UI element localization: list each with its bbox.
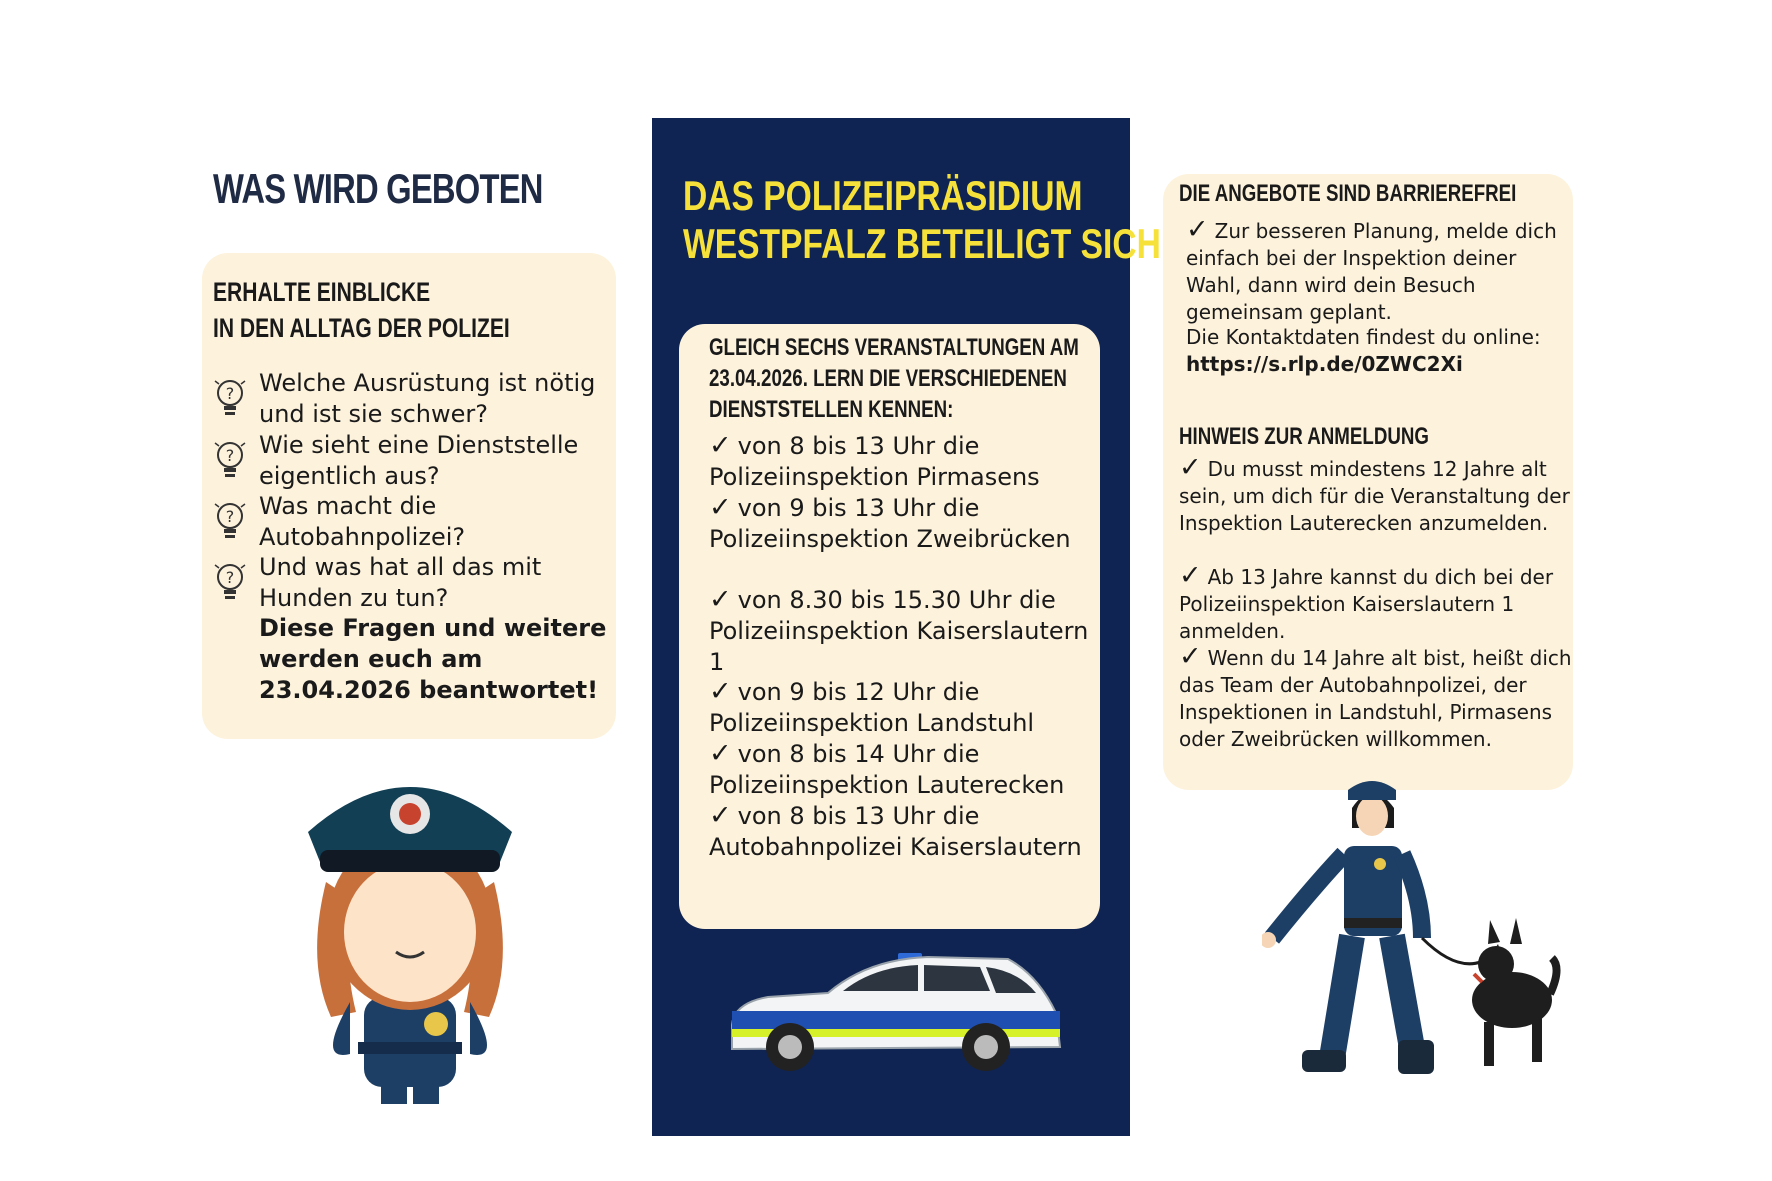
event-item <box>709 738 1089 801</box>
event-item <box>709 676 1089 739</box>
question-text: Welche Ausrüstung ist nötig und ist sie schwer? <box>259 369 596 428</box>
right-heading-registration: HINWEIS ZUR ANMELDUNG <box>1179 423 1429 450</box>
police-car-illustration <box>718 945 1068 1075</box>
center-panel-heading <box>709 332 1079 425</box>
lightbulb-question-icon <box>213 560 247 604</box>
lightbulb-question-icon <box>213 438 247 482</box>
event-item <box>709 584 1089 678</box>
center-panel-heading-line1: GLEICH SECHS VERANSTALTUNGEN AM <box>709 334 1079 361</box>
police-officer-with-dog-illustration <box>1262 768 1562 1108</box>
planning-note <box>1186 216 1566 326</box>
right-heading-accessibility: DIE ANGEBOTE SIND BARRIEREFREI <box>1179 180 1517 207</box>
event-item <box>709 492 1089 555</box>
event-text: von 9 bis 13 Uhr die Polizeiinspektion Zweibrücken <box>709 494 1071 553</box>
svg-text:?: ? <box>225 384 235 403</box>
checkmark-icon: ✓ <box>1179 560 1202 591</box>
planning-note-text: Zur besseren Planung, melde dich einfach bei der Inspektion deiner Wahl, dann wird dein Besuch gemeinsam geplant. <box>1186 219 1557 324</box>
checkmark-icon: ✓ <box>709 492 732 523</box>
policewoman-illustration <box>286 762 534 1112</box>
checkmark-icon: ✓ <box>709 584 732 615</box>
left-title: WAS WIRD GEBOTEN <box>213 165 543 212</box>
checkmark-icon: ✓ <box>709 430 732 461</box>
question-text: Und was hat all das mit Hunden zu tun? <box>259 553 542 612</box>
checkmark-icon: ✓ <box>1179 641 1202 672</box>
checkmark-icon: ✓ <box>1186 214 1209 245</box>
question-item <box>213 368 613 430</box>
center-panel-heading-line2: 23.04.2026. LERN DIE VERSCHIEDENEN <box>709 365 1067 392</box>
svg-text:?: ? <box>225 568 235 587</box>
question-item <box>213 552 613 614</box>
event-item <box>709 430 1089 493</box>
contact-link[interactable]: https://s.rlp.de/0ZWC2Xi <box>1186 352 1463 376</box>
center-panel-heading-line3: DIENSTSTELLEN KENNEN: <box>709 396 954 423</box>
event-item <box>709 800 1089 863</box>
event-text: von 8.30 bis 15.30 Uhr die Polizeiinspektion Kaiserslautern 1 <box>709 586 1089 676</box>
center-title-line2: WESTPFALZ BETEILIGT SICH <box>683 220 1161 267</box>
registration-note-text: Ab 13 Jahre kannst du dich bei der Polizeiinspektion Kaiserslautern 1 anmelden. <box>1179 565 1554 643</box>
left-panel-heading-line1: ERHALTE EINBLICKE <box>213 277 431 307</box>
registration-note <box>1179 643 1579 753</box>
registration-note <box>1179 562 1579 645</box>
left-panel-heading <box>213 274 510 346</box>
center-title <box>683 172 1161 268</box>
event-text: von 9 bis 12 Uhr die Polizeiinspektion Landstuhl <box>709 678 1035 737</box>
question-text: Wie sieht eine Dienststelle eigentlich aus? <box>259 431 579 490</box>
registration-note <box>1179 454 1579 537</box>
closing-text: Diese Fragen und weitere werden euch am 23.04.2026 beantwortet! <box>259 614 607 704</box>
svg-text:?: ? <box>225 446 235 465</box>
lightbulb-question-icon <box>213 499 247 543</box>
registration-note-text: Du musst mindestens 12 Jahre alt sein, um dich für die Veranstaltung der Inspektion Lauterecken anzumelden. <box>1179 457 1570 535</box>
center-title-line1: DAS POLIZEIPRÄSIDIUM <box>683 172 1083 219</box>
checkmark-icon: ✓ <box>709 738 732 769</box>
event-text: von 8 bis 13 Uhr die Polizeiinspektion Pirmasens <box>709 432 1040 491</box>
left-panel-heading-line2: IN DEN ALLTAG DER POLIZEI <box>213 313 510 343</box>
contact-text: Die Kontaktdaten findest du online: <box>1186 325 1541 349</box>
event-text: von 8 bis 14 Uhr die Polizeiinspektion Lauterecken <box>709 740 1065 799</box>
checkmark-icon: ✓ <box>709 800 732 831</box>
registration-note-text: Wenn du 14 Jahre alt bist, heißt dich das Team der Autobahnpolizei, der Inspektionen in Landstuhl, Pirmasens oder Zweibrücken willkommen. <box>1179 646 1572 751</box>
checkmark-icon: ✓ <box>709 676 732 707</box>
question-text: Was macht die Autobahnpolizei? <box>259 492 466 551</box>
event-text: von 8 bis 13 Uhr die Autobahnpolizei Kaiserslautern <box>709 802 1082 861</box>
lightbulb-question-icon <box>213 376 247 420</box>
checkmark-icon: ✓ <box>1179 452 1202 483</box>
question-item <box>213 491 613 553</box>
svg-text:?: ? <box>225 507 235 526</box>
question-item <box>213 430 613 492</box>
